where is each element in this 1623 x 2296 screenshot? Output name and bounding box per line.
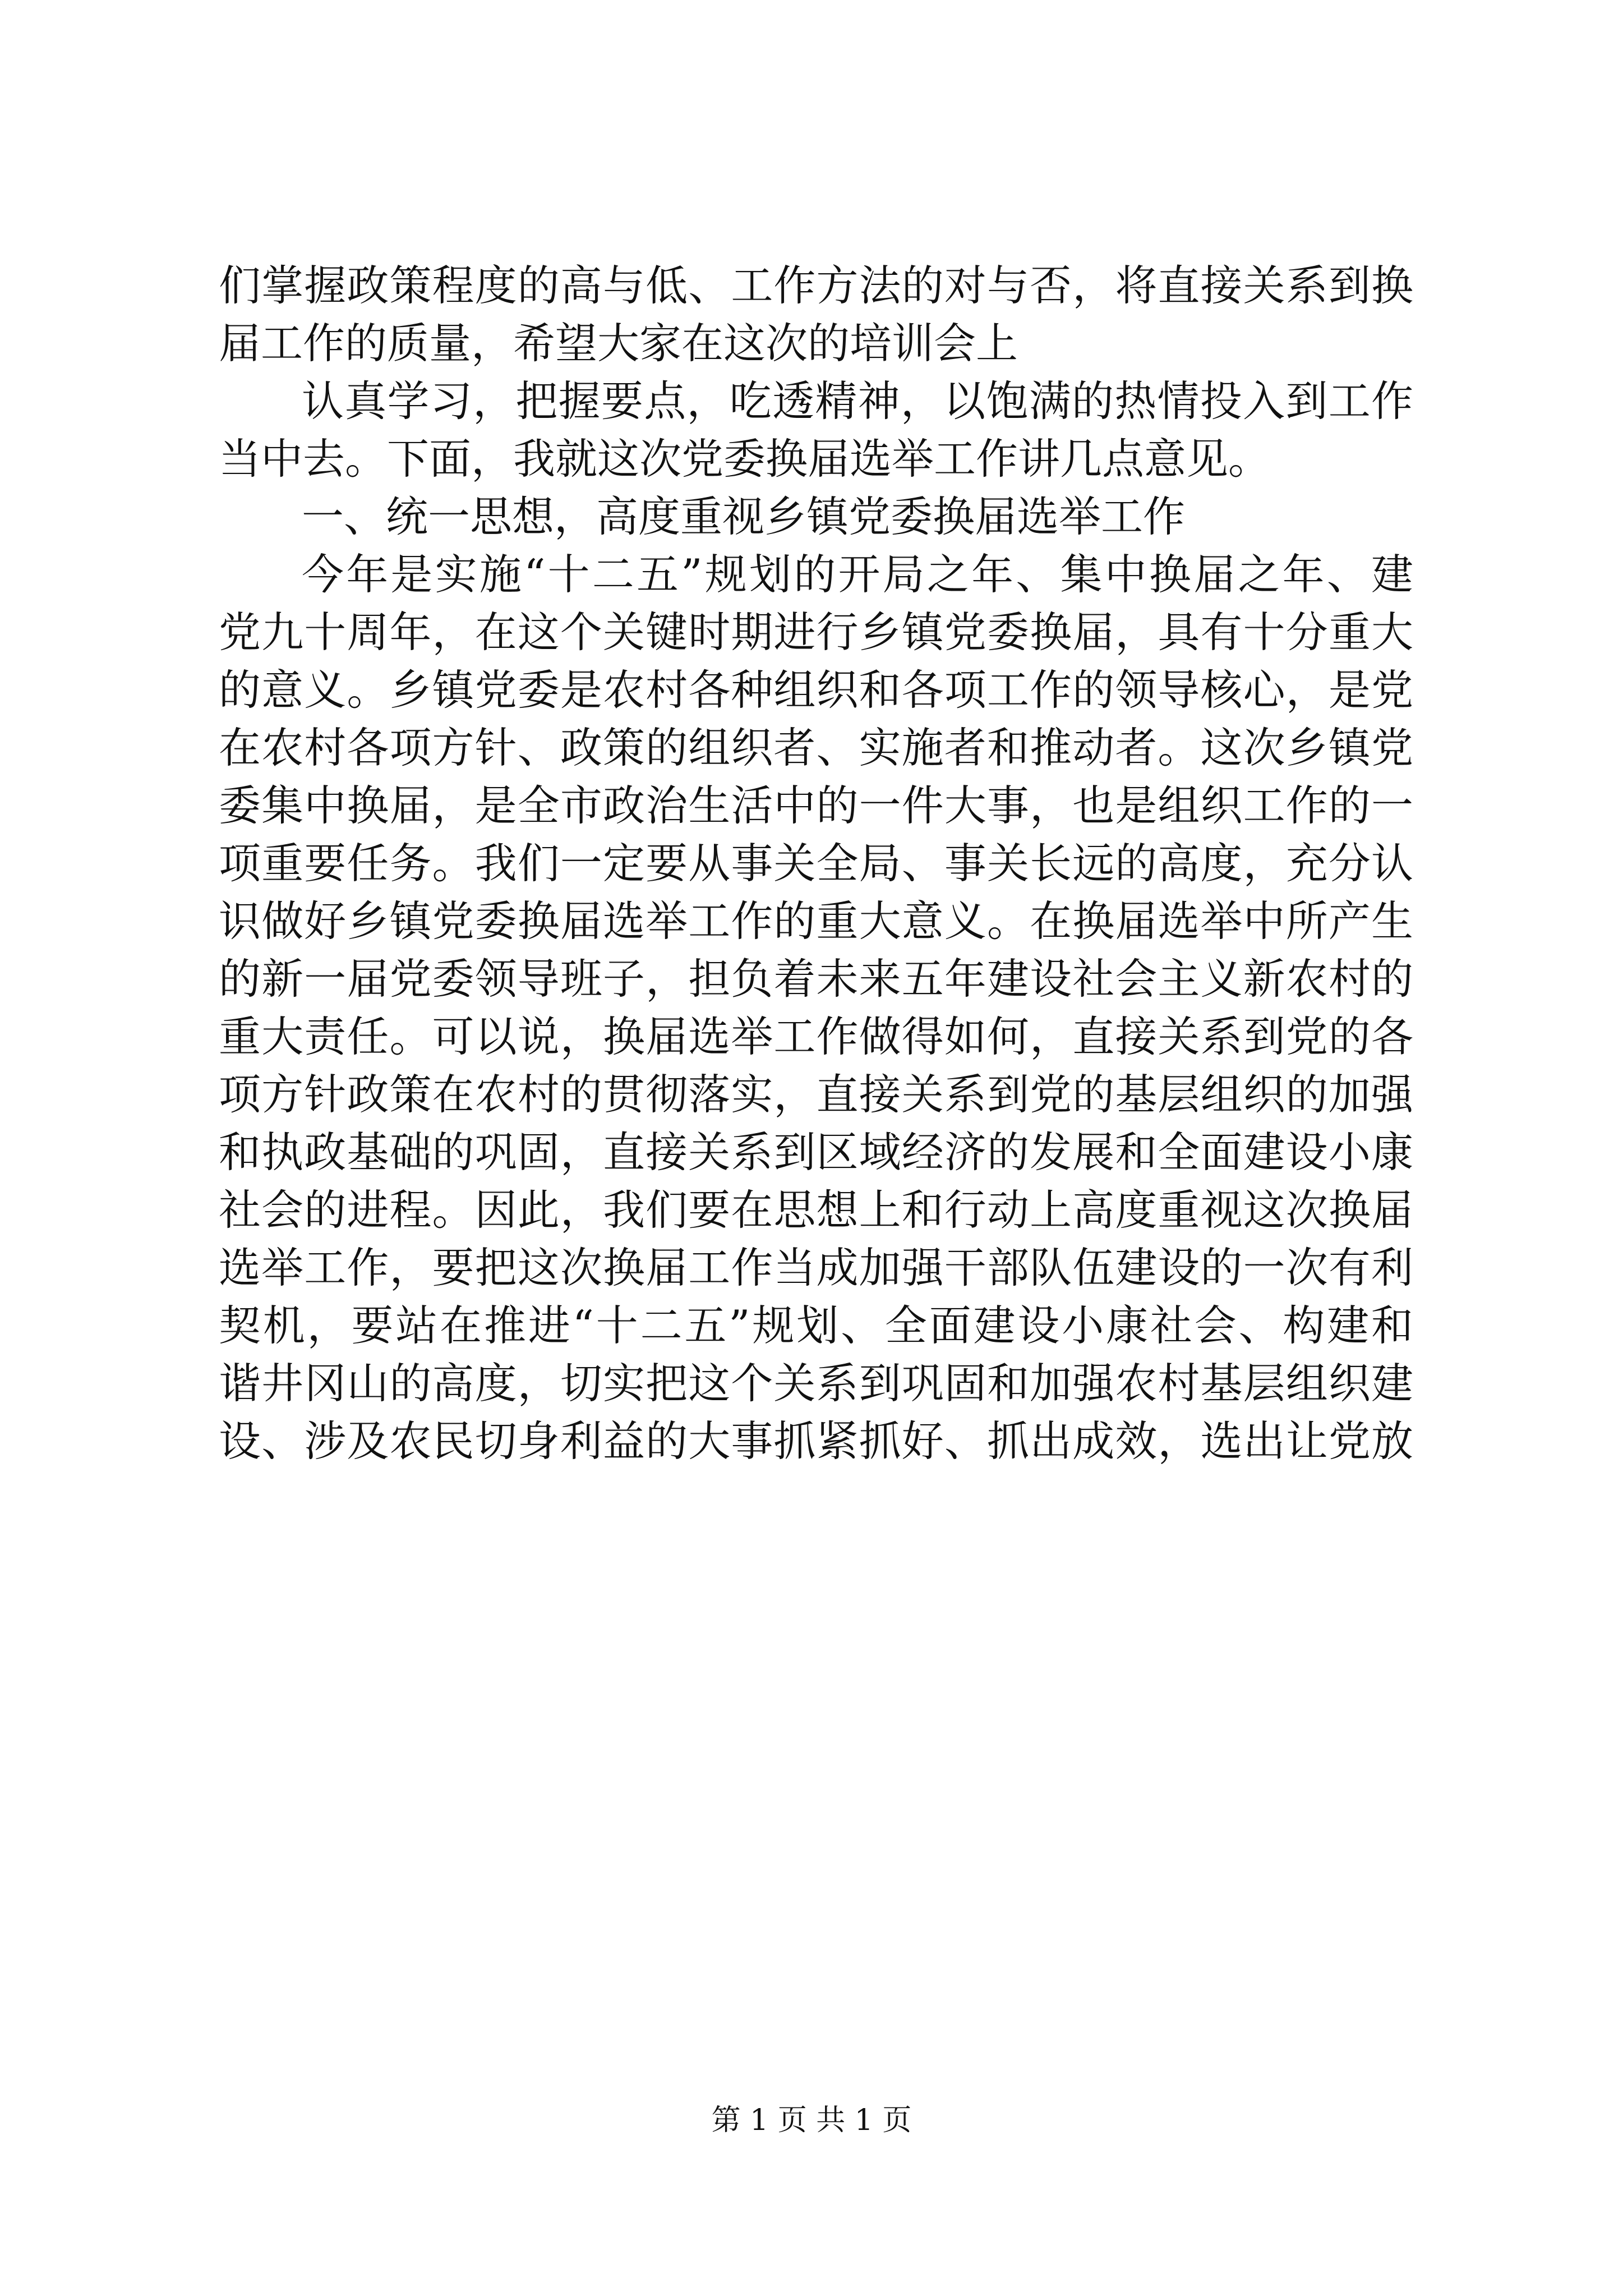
text-line: 项方针政策在农村的贯彻落实，直接关系到党的基层组织的加强 xyxy=(219,1070,1413,1119)
text-line: 委集中换届，是全市政治生活中的一件大事，也是组织工作的一 xyxy=(219,781,1413,830)
text-line: 当中去。下面，我就这次党委换届选举工作讲几点意见。 xyxy=(219,434,1271,484)
text-line: 识做好乡镇党委换届选举工作的重大意义。在换届选举中所产生 xyxy=(219,896,1413,946)
text-line: 设、涉及农民切身利益的大事抓紧抓好、抓出成效，选出让党放 xyxy=(219,1416,1413,1466)
document-body xyxy=(219,258,1413,1471)
text-line: 契机，要站在推进“十二五”规划、全面建设小康社会、构建和 xyxy=(219,1301,1413,1350)
text-line: 项重要任务。我们一定要从事关全局、事关长远的高度，充分认 xyxy=(219,839,1413,888)
text-line: 认真学习，把握要点，吃透精神，以饱满的热情投入到工作 xyxy=(302,376,1413,426)
text-line: 今年是实施“十二五”规划的开局之年、集中换届之年、建 xyxy=(302,550,1413,599)
text-line: 在农村各项方针、政策的组织者、实施者和推动者。这次乡镇党 xyxy=(219,723,1413,772)
text-line: 选举工作，要把这次换届工作当成加强干部队伍建设的一次有利 xyxy=(219,1243,1413,1292)
text-line: 的意义。乡镇党委是农村各种组织和各项工作的领导核心，是党 xyxy=(219,665,1413,715)
text-line: 重大责任。可以说，换届选举工作做得如何，直接关系到党的各 xyxy=(219,1012,1413,1061)
text-line: 届工作的质量，希望大家在这次的培训会上 xyxy=(219,319,1018,368)
text-line: 谐井冈山的高度，切实把这个关系到巩固和加强农村基层组织建 xyxy=(219,1359,1413,1408)
page-footer: 第 1 页 共 1 页 xyxy=(711,2104,912,2137)
section-heading: 一、统一思想，高度重视乡镇党委换届选举工作 xyxy=(302,492,1186,541)
text-line: 和执政基础的巩固，直接关系到区域经济的发展和全面建设小康 xyxy=(219,1128,1413,1177)
text-line: 社会的进程。因此，我们要在思想上和行动上高度重视这次换届 xyxy=(219,1185,1413,1235)
text-line: 的新一届党委领导班子，担负着未来五年建设社会主义新农村的 xyxy=(219,954,1413,1004)
text-line: 党九十周年，在这个关键时期进行乡镇党委换届，具有十分重大 xyxy=(219,608,1413,657)
text-line: 们掌握政策程度的高与低、工作方法的对与否，将直接关系到换 xyxy=(219,261,1413,310)
